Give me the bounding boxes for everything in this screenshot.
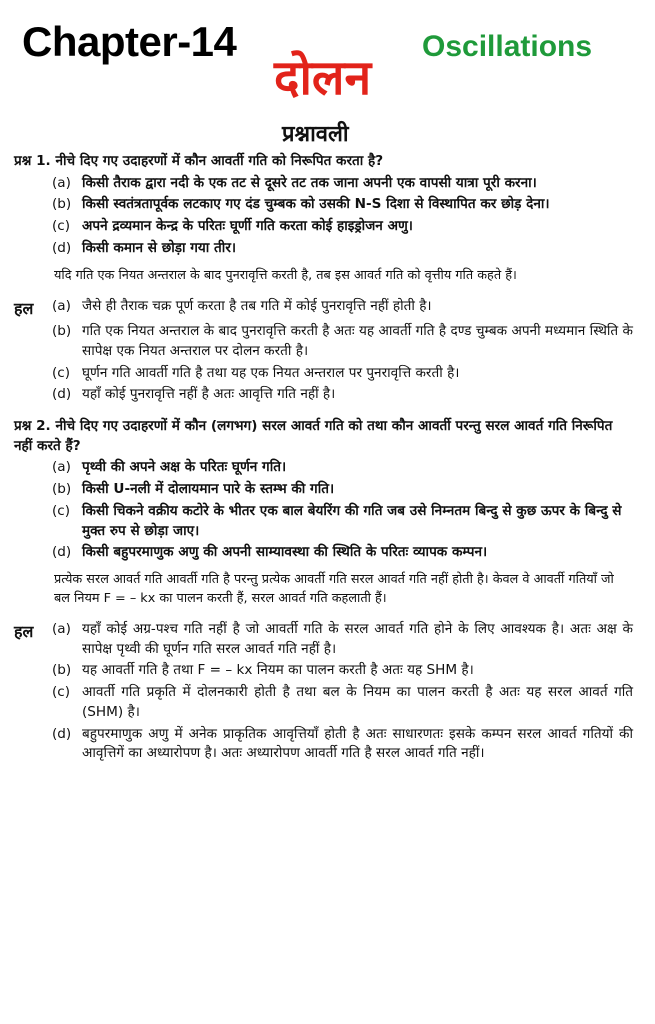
item-label: (b) — [52, 662, 72, 679]
question-1-text: नीचे दिए गए उदाहरणों में कौन आवर्ती गति को निरूपित करता है? — [55, 153, 384, 169]
item-text: यहाँ कोई अग्र-पश्च गति नहीं है जो आवर्ती गति के सरल आवर्त गति होने के लिए आवश्यक है। अतः अक्ष के सापेक्ष पृथ्वी की घूर्णन गति सरल आवर्त गति नहीं है। — [82, 621, 633, 657]
solution-label: हल — [14, 622, 34, 642]
item-label: (d) — [52, 386, 72, 403]
s1-item-a — [14, 297, 633, 320]
option-label: (c) — [52, 218, 71, 235]
item-label: (b) — [52, 323, 72, 340]
item-text: घूर्णन गति आवर्ती गति है तथा यह एक नियत अन्तराल पर पुनरावृत्ति करती है। — [82, 364, 460, 381]
item-label: (c) — [52, 364, 71, 381]
solution-1 — [14, 297, 633, 405]
item-label: (a) — [52, 298, 71, 315]
content — [0, 152, 655, 766]
option-text: अपने द्रव्यमान केन्द्र के परितः घूर्णी गति करता कोई हाइड्रोजन अणु। — [82, 218, 413, 235]
option-text: किसी बहुपरमाणुक अणु की अपनी साम्यावस्था की स्थिति के परितः व्यापक कम्पन। — [82, 544, 488, 561]
s2-item-d — [14, 725, 633, 764]
header — [12, 0, 641, 147]
item-label: (a) — [52, 621, 71, 638]
item-text: यह आवर्ती गति है तथा F = – kx नियम का पालन करती है अतः यह SHM है। — [82, 662, 474, 679]
option-text: किसी तैराक द्वारा नदी के एक तट से दूसरे तट तक जाना अपनी एक वापसी यात्रा पूरी करना। — [82, 174, 537, 191]
option-label: (d) — [52, 544, 72, 561]
option-text: पृथ्वी की अपने अक्ष के परितः घूर्णन गति। — [82, 459, 287, 476]
option-label: (b) — [52, 481, 72, 498]
q2-option-a — [52, 458, 633, 478]
s1-item-d — [14, 385, 633, 405]
option-label: (c) — [52, 502, 71, 519]
option-text: किसी चिकने वक्रीय कटोरे के भीतर एक बाल बेयरिंग की गति जब उसे निम्नतम बिन्दु से कुछ ऊपर के बिन्दु से मुक्त रुप से छोड़ा जाए। — [82, 502, 622, 539]
q1-note: यदि गति एक नियत अन्तराल के बाद पुनरावृत्ति करती है, तब इस आवर्त गति को वृत्तीय गति कहते हैं। — [54, 267, 517, 283]
item-label: (c) — [52, 684, 71, 701]
chapter-number: Chapter-14 — [22, 18, 237, 65]
q1-option-c — [52, 217, 633, 237]
s1-item-c — [14, 364, 633, 384]
question-1-label: प्रश्न 1. — [14, 153, 51, 169]
option-label: (a) — [52, 459, 71, 476]
solution-2 — [14, 620, 633, 764]
s2-item-b — [14, 661, 633, 681]
hindi-title: दोलन — [274, 50, 372, 106]
option-text: किसी स्वतंत्रतापूर्वक लटकाए गए दंड चुम्बक को उसकी N-S दिशा से विस्थापित कर छोड़ देना। — [82, 196, 550, 213]
question-2 — [14, 417, 633, 456]
solution-label: हल — [14, 299, 34, 319]
option-label: (d) — [52, 239, 72, 256]
s2-item-c — [14, 683, 633, 722]
q2-option-d — [52, 543, 633, 563]
item-text: आवर्ती गति प्रकृति में दोलनकारी होती है तथा बल के नियम का पालन करती है अतः यह सरल आवर्त गति (SHM) है। — [82, 684, 633, 720]
option-label: (b) — [52, 196, 72, 213]
option-text: किसी कमान से छोड़ा गया तीर। — [82, 239, 237, 256]
question-2-text: नीचे दिए गए उदाहरणों में कौन (लगभग) सरल आवर्त गति को तथा कौन आवर्ती परन्तु सरल आवर्त गति निरूपित नहीं करते हैं? — [14, 418, 613, 454]
option-label: (a) — [52, 174, 71, 191]
q2-option-b — [52, 480, 633, 500]
question-1 — [14, 152, 633, 172]
s1-item-b — [14, 322, 633, 361]
item-text: बहुपरमाणुक अणु में अनेक प्राकृतिक आवृत्तियाँ होती है अतः साधारणतः इसके कम्पन सरल आवर्त गतियों की आवृत्तिगें का अध्यारोपण है। अतः अध्यारोपण आवर्ती गति है सरल आवर्त गति नहीं। — [82, 725, 633, 762]
s2-item-a — [14, 620, 633, 659]
question-2-label: प्रश्न 2. — [14, 418, 51, 435]
q2-note: प्रत्येक सरल आवर्त गति आवर्ती गति है परन्तु प्रत्येक आवर्ती गति सरल आवर्त गति नहीं होती है। केवल वे आवर्ती गतियाँ जो बल नियम F = – kx का पालन करती हैं, सरल आवर्त गति कहलाती हैं। — [54, 571, 614, 606]
item-text: यहाँ कोई पुनरावृत्ति नहीं है अतः आवृत्ति गति नहीं है। — [82, 386, 336, 403]
english-title: Oscillations — [422, 30, 593, 63]
q1-option-d — [52, 239, 633, 259]
item-label: (d) — [52, 725, 72, 742]
item-text: जैसे ही तैराक चक्र पूर्ण करता है तब गति में कोई पुनरावृत्ति नहीं होती है। — [82, 298, 432, 315]
option-text: किसी U-नली में दोलायमान पारे के स्तम्भ की गति। — [82, 481, 335, 498]
q1-option-a — [52, 174, 633, 194]
q1-option-b — [52, 195, 633, 215]
q2-option-c — [52, 502, 633, 541]
exercise-heading: प्रश्नावली — [282, 122, 349, 147]
item-text: गति एक नियत अन्तराल के बाद पुनरावृत्ति करती है अतः यह आवर्ती गति है दण्ड चुम्बक अपनी मध्यमान स्थिति के सापेक्ष एक नियत अन्तराल पर दोलन करती है। — [82, 323, 633, 359]
